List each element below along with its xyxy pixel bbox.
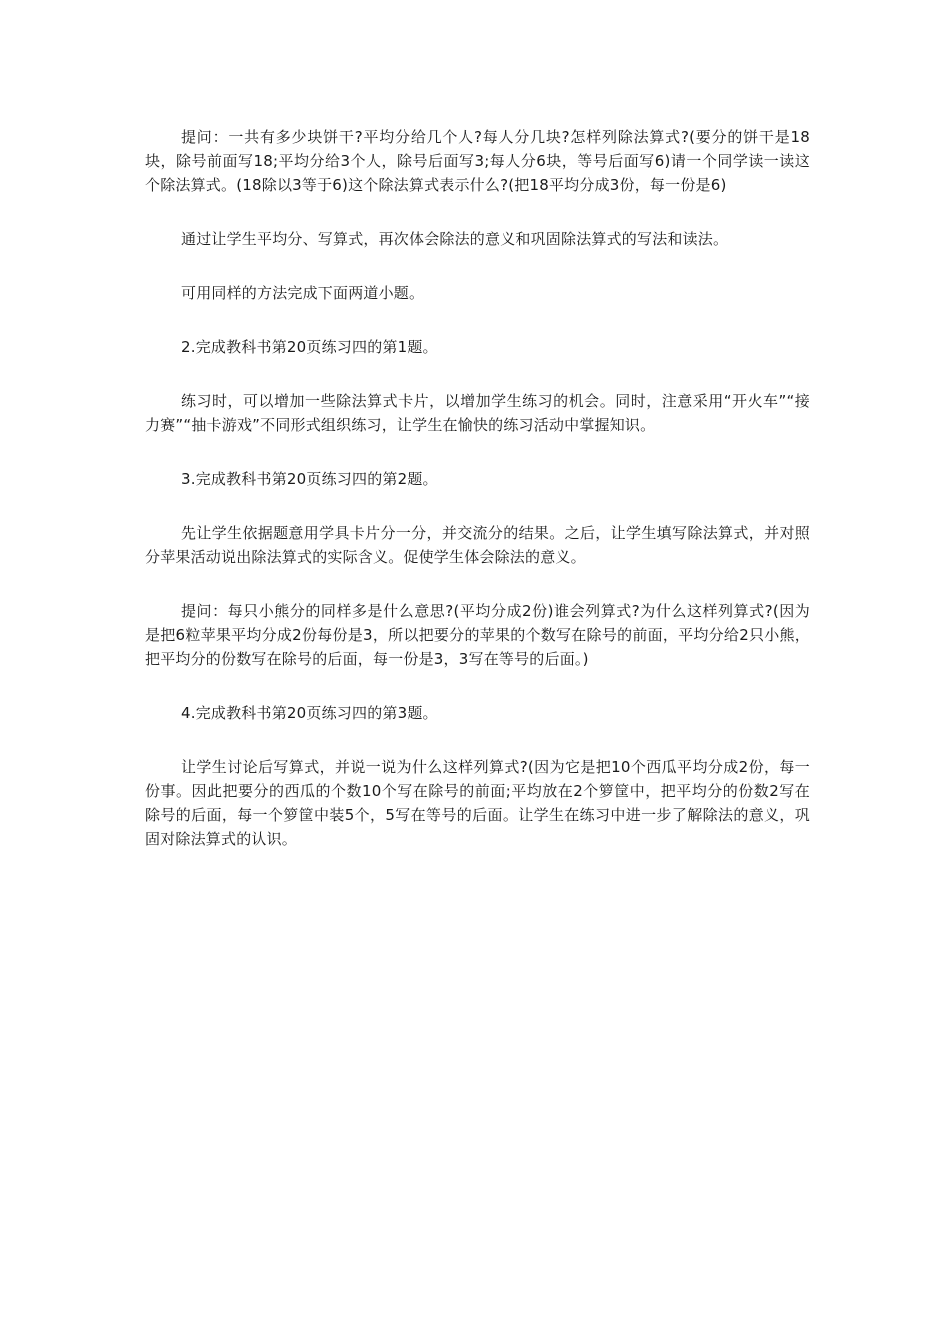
paragraph-division-meaning: 通过让学生平均分、写算式，再次体会除法的意义和巩固除法算式的写法和读法。 bbox=[181, 230, 729, 248]
paragraph-exercise-1-heading: 2.完成教科书第20页练习四的第1题。 bbox=[181, 338, 438, 356]
paragraph-exercise-2-notes: 先让学生依据题意用学具卡片分一分，并交流分的结果。之后，让学生填写除法算式，并对照分苹果活动说出除法算式的实际含义。促使学生体会除法的意义。 bbox=[145, 524, 810, 566]
paragraph-question-cookies: 提问：一共有多少块饼干?平均分给几个人?每人分几块?怎样列除法算式?(要分的饼干是18块，除号前面写18;平均分给3个人，除号后面写3;每人分6块，等号后面写6)请一个同学读一读这个除法算式。(18除以3等于6)这个除法算式表示什么?(把18平均分成3份，每一份是6) bbox=[145, 128, 810, 194]
document-body bbox=[145, 125, 810, 881]
paragraph-question-bears: 提问：每只小熊分的同样多是什么意思?(平均分成2份)谁会列算式?为什么这样列算式?(因为是把6粒苹果平均分成2份每份是3，所以把要分的苹果的个数写在除号的前面，平均分给2只小熊，把平均分的份数写在除号的后面，每一份是3，3写在等号的后面。) bbox=[145, 602, 810, 668]
paragraph-exercise-1-notes: 练习时，可以增加一些除法算式卡片，以增加学生练习的机会。同时，注意采用“开火车”“接力赛”“抽卡游戏”不同形式组织练习，让学生在愉快的练习活动中掌握知识。 bbox=[145, 392, 810, 434]
paragraph-same-method: 可用同样的方法完成下面两道小题。 bbox=[181, 284, 425, 302]
paragraph-exercise-3-notes: 让学生讨论后写算式，并说一说为什么这样列算式?(因为它是把10个西瓜平均分成2份，每一份事。因此把要分的西瓜的个数10个写在除号的前面;平均放在2个箩筐中，把平均分的份数2写在除号的后面，每一个箩筐中装5个，5写在等号的后面。让学生在练习中进一步了解除法的意义，巩固对除法算式的认识。 bbox=[145, 758, 810, 848]
paragraph-exercise-2-heading: 3.完成教科书第20页练习四的第2题。 bbox=[181, 470, 438, 488]
paragraph-exercise-3-heading: 4.完成教科书第20页练习四的第3题。 bbox=[181, 704, 438, 722]
